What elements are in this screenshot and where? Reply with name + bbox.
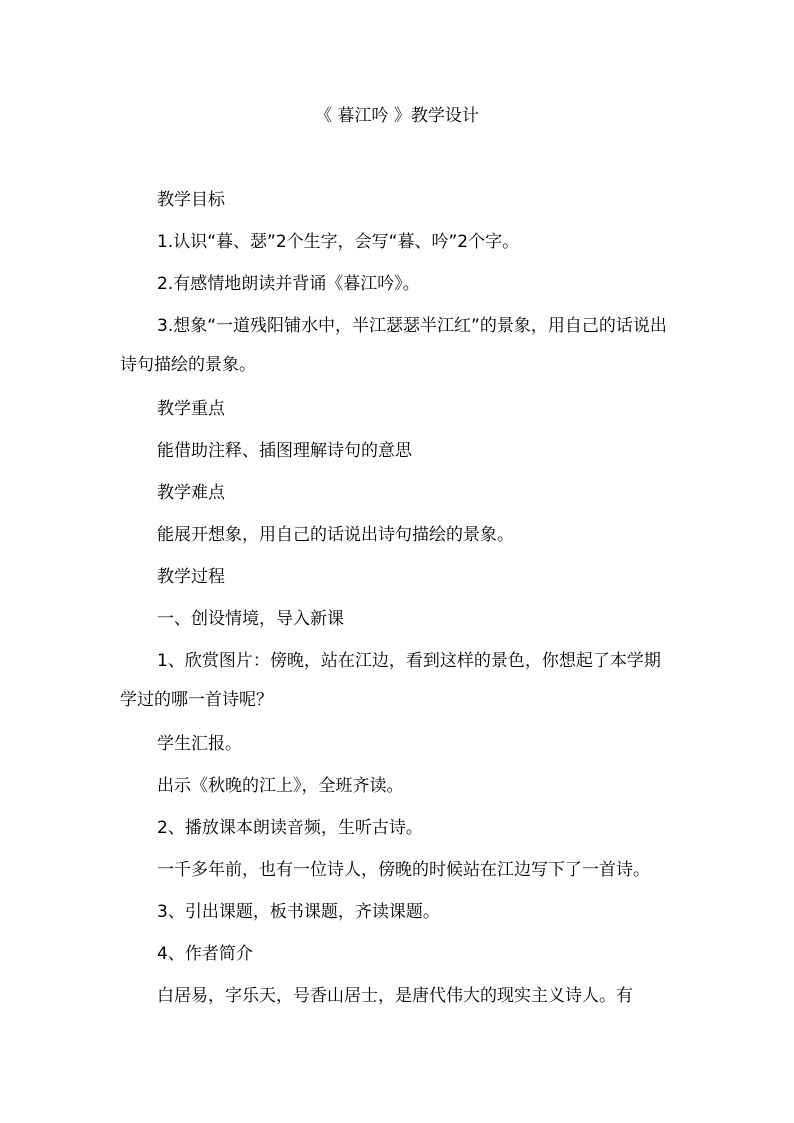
heading-teaching-difficulty: 教学难点 [157,483,225,503]
step-4-text: 4、作者简介 [157,944,253,964]
step-1-text: 1、欣赏图片：傍晚，站在江边，看到这样的景色，你想起了本学期学过的哪一首诗呢？ [120,651,661,710]
document-title: 《 暮江吟 》教学设计 [315,106,479,126]
heading-teaching-goals: 教学目标 [157,190,225,210]
student-report-text: 学生汇报。 [157,734,242,754]
poet-intro-text: 一千多年前，也有一位诗人，傍晚的时候站在江边写下了一首诗。 [157,860,650,880]
section-1-heading: 一、创设情境，导入新课 [157,609,344,629]
author-bio-text: 白居易，字乐天，号香山居士，是唐代伟大的现实主义诗人。有 [157,986,633,1006]
goal-2: 2.有感情地朗读并背诵《暮江吟》。 [157,274,420,294]
teaching-difficulty-text: 能展开想象，用自己的话说出诗句描绘的景象。 [157,525,514,545]
goal-3: 3.想象“一道残阳铺水中，半江瑟瑟半江红”的景象，用自己的话说出诗句描绘的景象。 [120,316,667,375]
step-2-text: 2、播放课本朗读音频，生听古诗。 [157,818,423,838]
goal-1: 1.认识“暮、瑟”2个生字，会写“暮、吟”2个字。 [157,232,520,252]
heading-teaching-focus: 教学重点 [157,399,225,419]
heading-teaching-process: 教学过程 [157,567,225,587]
step-3-text: 3、引出课题，板书课题，齐读课题。 [157,902,440,922]
teaching-focus-text: 能借助注释、插图理解诗句的意思 [157,441,412,461]
show-poem-text: 出示《秋晚的江上》，全班齐读。 [157,776,404,796]
